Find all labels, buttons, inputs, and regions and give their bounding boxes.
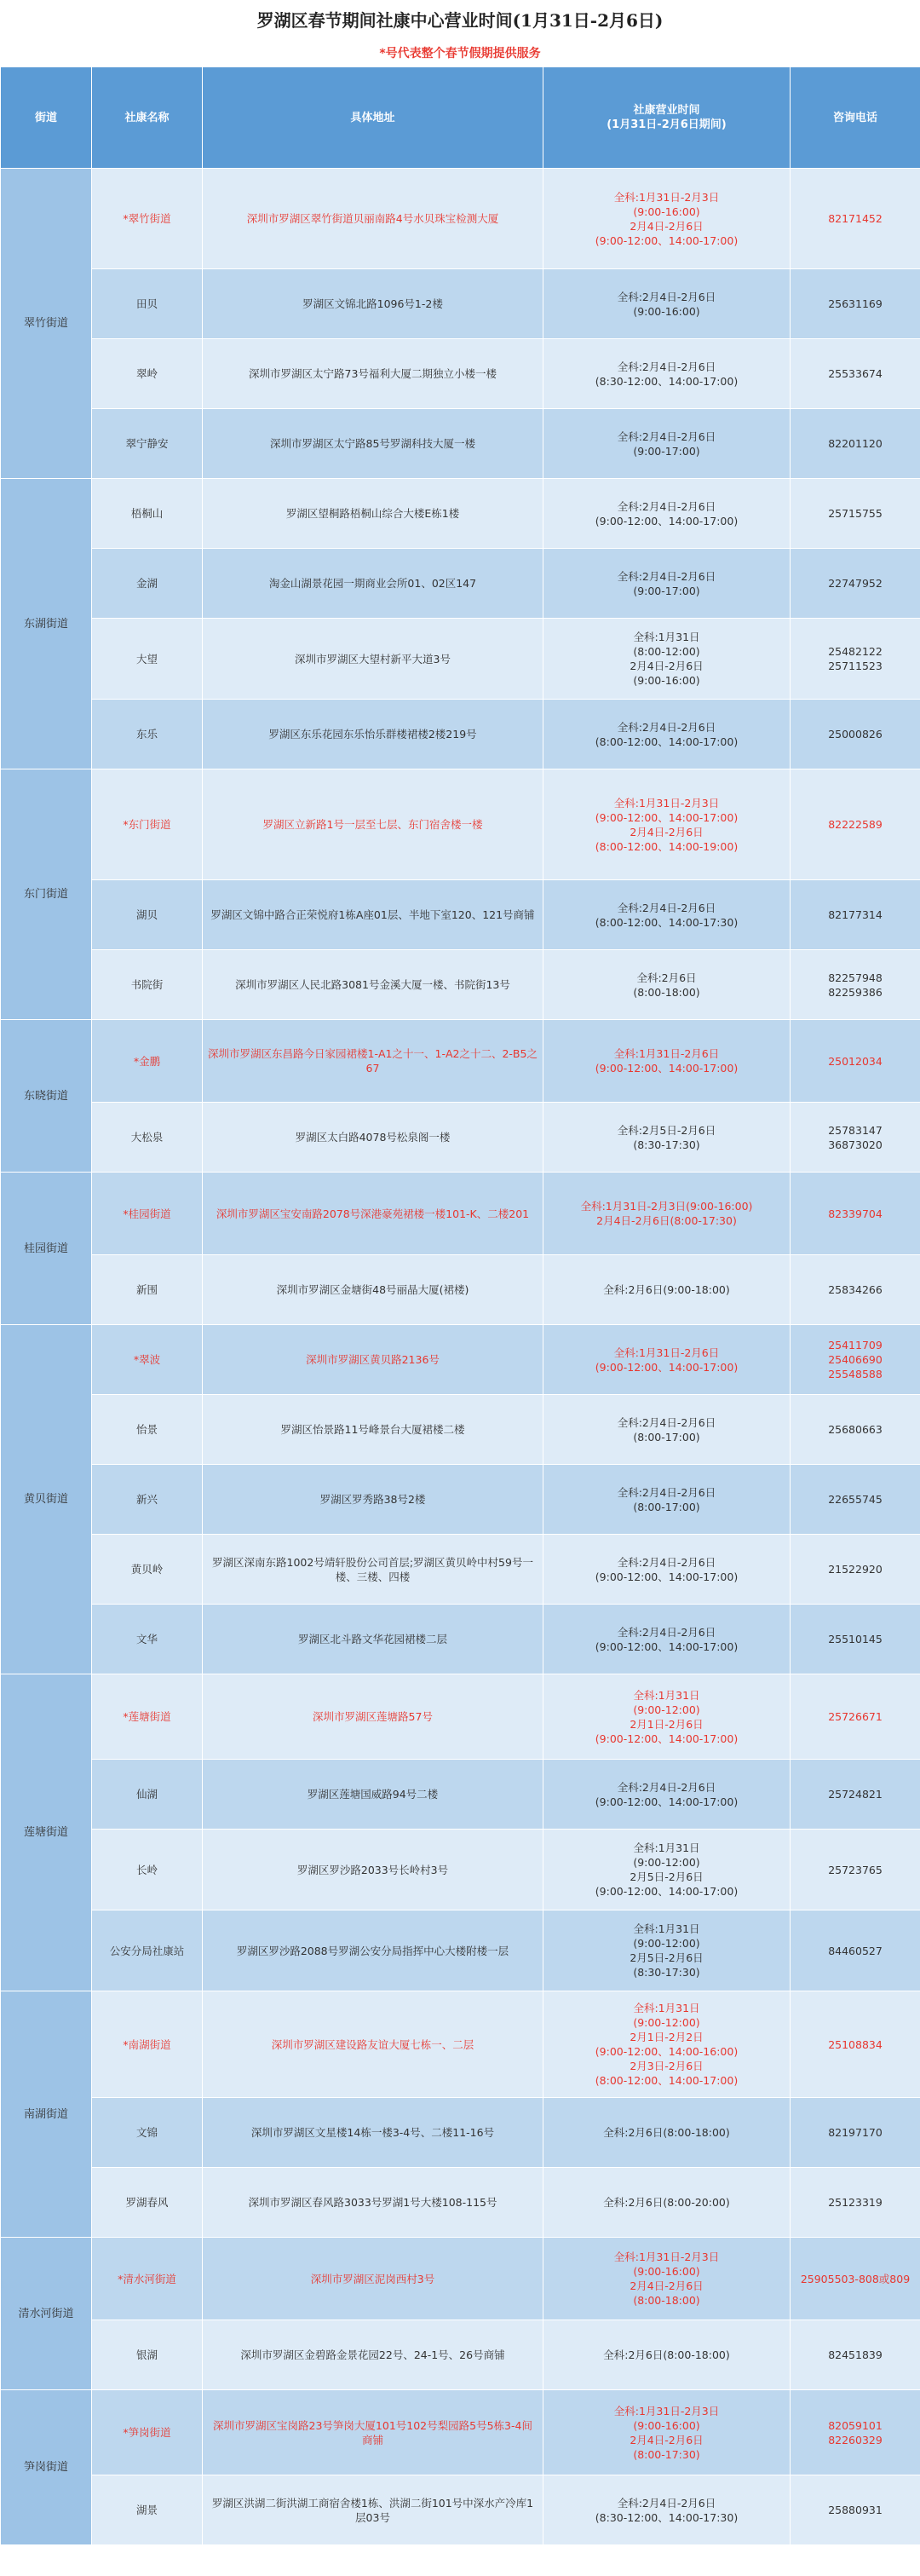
street-cell: 桂园街道 <box>1 1173 92 1325</box>
phone-number <box>791 479 920 549</box>
header-time <box>543 67 791 169</box>
hours-line: 全科:2月4日-2月6日 <box>617 1485 716 1499</box>
phone-number <box>791 880 920 950</box>
hours-line: (9:00-16:00) <box>633 2265 700 2278</box>
opening-hours <box>543 2168 791 2238</box>
hours-line: (9:00-17:00) <box>633 444 700 458</box>
clinic-address: 深圳市罗湖区金碧路金景花园22号、24-1号、26号商铺 <box>203 2320 543 2390</box>
opening-hours <box>543 339 791 409</box>
table-body <box>1 169 920 2545</box>
hours-line: (9:00-12:00、14:00-17:00) <box>595 1360 739 1374</box>
hours-line: 2月4日-2月6日 <box>630 825 704 838</box>
phone-number <box>791 549 920 619</box>
hours-line: 全科:1月31日 <box>633 1688 700 1702</box>
phone-line: 25108834 <box>828 2037 883 2051</box>
clinic-address: 深圳市罗湖区太宁路85号罗湖科技大厦一楼 <box>203 409 543 479</box>
phone-number <box>791 1395 920 1465</box>
opening-hours <box>543 1173 791 1255</box>
opening-hours <box>543 880 791 950</box>
hours-line: 全科:1月31日 <box>633 631 700 643</box>
phone-number <box>791 1830 920 1910</box>
street-cell: 南湖街道 <box>1 1991 92 2238</box>
opening-hours <box>543 1674 791 1760</box>
clinic-name: *金鹏 <box>92 1020 203 1103</box>
hours-line: (9:00-12:00、14:00-17:00) <box>595 1795 739 1808</box>
phone-line: 25123319 <box>828 2196 883 2209</box>
phone-number <box>791 1325 920 1395</box>
hours-line: (9:00-12:00、14:00-17:00) <box>595 1885 739 1898</box>
clinic-name: 银湖 <box>92 2320 203 2390</box>
table-row <box>1 409 920 479</box>
opening-hours <box>543 2390 791 2475</box>
phone-line: 25783147 <box>828 1123 883 1137</box>
phone-line: 25880931 <box>828 2504 883 2516</box>
clinic-address: 深圳市罗湖区大望村新平大道3号 <box>203 619 543 700</box>
table-row <box>1 2168 920 2238</box>
phone-line: 25482122 <box>828 645 883 658</box>
hours-line: 全科:2月5日-2月6日 <box>617 1123 716 1137</box>
phone-line: 84460527 <box>828 1944 883 1957</box>
hours-line: 全科:1月31日 <box>633 1922 700 1935</box>
hours-line: 全科:2月4日-2月6日 <box>617 499 716 513</box>
clinic-name: 金湖 <box>92 549 203 619</box>
street-cell: 笋岗街道 <box>1 2390 92 2545</box>
hours-line: (9:00-17:00) <box>633 584 700 597</box>
phone-number <box>791 1910 920 1991</box>
hours-line: (9:00-16:00) <box>633 674 700 687</box>
opening-hours <box>543 1830 791 1910</box>
phone-line: 25631169 <box>828 297 883 310</box>
phone-line: 82222589 <box>828 818 883 831</box>
hours-line: (9:00-12:00) <box>633 1703 700 1716</box>
phone-line: 82259386 <box>828 985 883 999</box>
table-row <box>1 950 920 1020</box>
phone-number <box>791 950 920 1020</box>
phone-line: 25715755 <box>828 507 883 520</box>
phone-line: 25726671 <box>828 1710 883 1723</box>
opening-hours <box>543 619 791 700</box>
clinic-address: 深圳市罗湖区黄贝路2136号 <box>203 1325 543 1395</box>
hours-line: 全科:1月31日-2月3日(9:00-16:00) <box>580 1200 753 1213</box>
clinic-name: *南湖街道 <box>92 1991 203 2098</box>
phone-number <box>791 2168 920 2238</box>
clinic-address: 深圳市罗湖区春风路3033号罗湖1号大楼108-115号 <box>203 2168 543 2238</box>
header-name: 社康名称 <box>92 67 203 169</box>
clinic-name: 田贝 <box>92 269 203 339</box>
clinic-name: 湖景 <box>92 2475 203 2545</box>
phone-number <box>791 1465 920 1535</box>
clinic-address: 深圳市罗湖区宝岗路23号笋岗大厦101号102号梨园路5号5栋3-4间商铺 <box>203 2390 543 2475</box>
table-row <box>1 1255 920 1325</box>
phone-number <box>791 409 920 479</box>
phone-line: 25510145 <box>828 1633 883 1645</box>
phone-number <box>791 1535 920 1605</box>
table-row <box>1 1103 920 1173</box>
table-row <box>1 619 920 700</box>
phone-line: 25905503-808或809 <box>800 2272 911 2285</box>
clinic-address: 深圳市罗湖区泥岗西村3号 <box>203 2238 543 2320</box>
hours-line: (9:00-16:00) <box>633 205 700 218</box>
phone-line: 25723765 <box>828 1863 883 1876</box>
hours-line: 全科:2月4日-2月6日 <box>617 1555 716 1569</box>
table-row <box>1 1830 920 1910</box>
phone-line: 25533674 <box>828 367 883 380</box>
phone-line: 82197170 <box>828 2126 883 2139</box>
opening-hours <box>543 700 791 769</box>
clinic-address: 罗湖区罗沙路2088号罗湖公安分局指挥中心大楼附楼一层 <box>203 1910 543 1991</box>
clinic-address: 深圳市罗湖区宝安南路2078号深港豪苑裙楼一楼101-K、二楼201 <box>203 1173 543 1255</box>
table-row <box>1 269 920 339</box>
phone-line: 25012034 <box>828 1054 883 1068</box>
clinic-address: 罗湖区深南东路1002号靖轩股份公司首层;罗湖区黄贝岭中村59号一楼、三楼、四楼 <box>203 1535 543 1605</box>
street-cell: 莲塘街道 <box>1 1674 92 1991</box>
phone-number <box>791 1991 920 2098</box>
clinic-address: 深圳市罗湖区太宁路73号福利大厦二期独立小楼一楼 <box>203 339 543 409</box>
hours-line: 全科:1月31日 <box>633 2002 700 2014</box>
phone-number <box>791 339 920 409</box>
opening-hours <box>543 1535 791 1605</box>
clinic-address: 深圳市罗湖区金塘街48号丽晶大厦(裙楼) <box>203 1255 543 1325</box>
phone-number <box>791 1760 920 1830</box>
clinic-address: 淘金山湖景花园一期商业会所01、02区147 <box>203 549 543 619</box>
phone-number <box>791 619 920 700</box>
hours-line: (9:00-16:00) <box>633 304 700 318</box>
hours-line: (8:00-18:00) <box>633 985 700 999</box>
clinic-address: 深圳市罗湖区莲塘路57号 <box>203 1674 543 1760</box>
opening-hours <box>543 269 791 339</box>
hours-line: 2月3日-2月6日 <box>630 2060 704 2072</box>
phone-line: 82339704 <box>828 1207 883 1220</box>
hours-line: 全科:2月4日-2月6日 <box>617 2496 716 2510</box>
hours-line: 全科:2月4日-2月6日 <box>617 360 716 373</box>
opening-hours <box>543 950 791 1020</box>
phone-number <box>791 769 920 880</box>
table-row <box>1 2475 920 2545</box>
hours-line: 全科:2月4日-2月6日 <box>617 1625 716 1639</box>
table-row <box>1 1173 920 1255</box>
clinic-address: 罗湖区洪湖二街洪湖工商宿舍楼1栋、洪湖二街101号中深水产冷库1层03号 <box>203 2475 543 2545</box>
phone-line: 25724821 <box>828 1788 883 1801</box>
header-street: 街道 <box>1 67 92 169</box>
table-row <box>1 1605 920 1674</box>
table-row <box>1 1020 920 1103</box>
hours-line: 全科:2月6日(8:00-18:00) <box>603 2348 730 2361</box>
street-cell: 翠竹街道 <box>1 169 92 479</box>
table-row <box>1 1674 920 1760</box>
street-cell: 东门街道 <box>1 769 92 1020</box>
opening-hours <box>543 1991 791 2098</box>
clinic-address: 罗湖区太白路4078号松泉阁一楼 <box>203 1103 543 1173</box>
opening-hours <box>543 2320 791 2390</box>
hours-line: 全科:2月6日(8:00-20:00) <box>603 2196 730 2209</box>
table-row <box>1 2098 920 2168</box>
clinic-name: *翠竹街道 <box>92 169 203 269</box>
phone-number <box>791 1674 920 1760</box>
clinic-name: 东乐 <box>92 700 203 769</box>
clinic-name: 大望 <box>92 619 203 700</box>
table-row <box>1 1465 920 1535</box>
phone-line: 82059101 <box>828 2418 883 2432</box>
clinic-name: 翠宁静安 <box>92 409 203 479</box>
phone-line: 36873020 <box>828 1138 883 1151</box>
hours-line: 全科:1月31日-2月3日 <box>613 2404 720 2418</box>
hours-line: 全科:2月6日(9:00-18:00) <box>603 1283 730 1296</box>
clinic-address: 罗湖区莲塘国威路94号二楼 <box>203 1760 543 1830</box>
hours-line: (9:00-12:00、14:00-17:00) <box>595 233 739 247</box>
table-row <box>1 169 920 269</box>
phone-line: 82257948 <box>828 971 883 984</box>
phone-number <box>791 2098 920 2168</box>
hours-line: (9:00-12:00、14:00-17:00) <box>595 1062 739 1075</box>
hours-line: 2月4日-2月6日(8:00-17:30) <box>596 1214 737 1227</box>
clinic-address: 罗湖区罗沙路2033号长岭村3号 <box>203 1830 543 1910</box>
hours-line: 全科:2月4日-2月6日 <box>617 1415 716 1429</box>
phone-line: 25711523 <box>828 660 883 672</box>
clinic-address: 深圳市罗湖区人民北路3081号金溪大厦一楼、书院街13号 <box>203 950 543 1020</box>
opening-hours <box>543 1395 791 1465</box>
phone-number <box>791 2238 920 2320</box>
phone-line: 82177314 <box>828 908 883 921</box>
phone-line: 82451839 <box>828 2348 883 2361</box>
clinic-address: 深圳市罗湖区翠竹街道贝丽南路4号水贝珠宝检测大厦 <box>203 169 543 269</box>
clinic-name: *东门街道 <box>92 769 203 880</box>
clinic-name: 翠岭 <box>92 339 203 409</box>
clinic-address: 深圳市罗湖区建设路友谊大厦七栋一、二层 <box>203 1991 543 2098</box>
opening-hours <box>543 1910 791 1991</box>
phone-line: 22747952 <box>828 577 883 590</box>
hours-line: 全科:2月4日-2月6日 <box>617 569 716 583</box>
phone-number <box>791 1605 920 1674</box>
hours-line: (8:00-12:00) <box>633 645 700 658</box>
clinic-name: 公安分局社康站 <box>92 1910 203 1991</box>
page-subtitle: *号代表整个春节假期提供服务 <box>379 47 541 61</box>
hours-line: 全科:1月31日-2月3日 <box>613 190 720 204</box>
hours-line: (8:00-12:00、14:00-17:30) <box>595 915 739 929</box>
opening-hours <box>543 1255 791 1325</box>
clinic-address: 罗湖区望桐路梧桐山综合大楼E栋1楼 <box>203 479 543 549</box>
phone-number <box>791 2475 920 2545</box>
hours-line: (9:00-12:00、14:00-16:00) <box>595 2045 739 2058</box>
phone-number <box>791 269 920 339</box>
clinic-name: 文华 <box>92 1605 203 1674</box>
clinic-name: *桂园街道 <box>92 1173 203 1255</box>
hours-line: 2月4日-2月6日 <box>630 2433 704 2446</box>
clinic-address: 深圳市罗湖区文星楼14栋一楼3-4号、二楼11-16号 <box>203 2098 543 2168</box>
clinic-name: 仙湖 <box>92 1760 203 1830</box>
hours-line: 全科:1月31日 <box>633 1841 700 1854</box>
hours-line: 全科:1月31日-2月6日 <box>613 1047 720 1060</box>
hours-line: 2月1日-2月2日 <box>630 2031 704 2043</box>
hours-line: (9:00-12:00、14:00-17:00) <box>595 1570 739 1583</box>
clinic-address: 罗湖区罗秀路38号2楼 <box>203 1465 543 1535</box>
clinic-name: 新兴 <box>92 1465 203 1535</box>
phone-line: 25406690 <box>828 1353 883 1366</box>
table-row <box>1 769 920 880</box>
hours-line: (8:30-12:00、14:00-17:00) <box>595 374 739 388</box>
clinic-name: 大松泉 <box>92 1103 203 1173</box>
phone-number <box>791 1020 920 1103</box>
clinic-name: 文锦 <box>92 2098 203 2168</box>
opening-hours <box>543 169 791 269</box>
street-cell: 清水河街道 <box>1 2238 92 2390</box>
clinic-name: 怡景 <box>92 1395 203 1465</box>
phone-line: 25411709 <box>828 1339 883 1351</box>
hours-line: 2月5日-2月6日 <box>630 1870 704 1883</box>
clinic-address: 罗湖区北斗路文华花园裙楼二层 <box>203 1605 543 1674</box>
page-title: 罗湖区春节期间社康中心营业时间(1月31日-2月6日) <box>256 10 664 31</box>
phone-line: 21522920 <box>828 1563 883 1576</box>
hours-line: 全科:2月4日-2月6日 <box>617 901 716 914</box>
clinic-name: 黄贝岭 <box>92 1535 203 1605</box>
header-time-line2: (1月31日-2月6日期间) <box>607 118 727 131</box>
hours-line: (8:30-12:00、14:00-17:30) <box>595 2510 739 2524</box>
table-row <box>1 339 920 409</box>
phone-line: 25548588 <box>828 1368 883 1380</box>
hours-line: (9:00-12:00、14:00-17:00) <box>595 1732 739 1745</box>
table-row <box>1 1395 920 1465</box>
table-row <box>1 700 920 769</box>
hours-line: (8:30-17:30) <box>633 1966 700 1979</box>
hours-line: (8:00-12:00、14:00-19:00) <box>595 839 739 853</box>
hours-line: (9:00-12:00) <box>633 1937 700 1950</box>
hours-line: (8:00-17:00) <box>633 1430 700 1444</box>
clinic-name: 书院街 <box>92 950 203 1020</box>
hours-line: (9:00-12:00、14:00-17:00) <box>595 1640 739 1653</box>
hours-line: (8:00-17:30) <box>633 2447 700 2461</box>
street-cell: 东湖街道 <box>1 479 92 769</box>
clinic-address: 罗湖区文锦中路合正荣悦府1栋A座01层、半地下室120、121号商铺 <box>203 880 543 950</box>
table-row <box>1 479 920 549</box>
hours-line: (9:00-12:00、14:00-17:00) <box>595 514 739 527</box>
clinic-address: 罗湖区东乐花园东乐怡乐群楼裙楼2楼219号 <box>203 700 543 769</box>
phone-number <box>791 169 920 269</box>
hours-line: 2月5日-2月6日 <box>630 1951 704 1964</box>
hours-line: 全科:2月6日(8:00-18:00) <box>603 2126 730 2139</box>
opening-hours <box>543 2098 791 2168</box>
header-time-line1: 社康营业时间 <box>633 104 700 117</box>
phone-number <box>791 1255 920 1325</box>
clinic-name: *莲塘街道 <box>92 1674 203 1760</box>
hours-line: (8:00-12:00、14:00-17:00) <box>595 735 739 748</box>
street-cell: 黄贝街道 <box>1 1325 92 1674</box>
hours-line: 2月4日-2月6日 <box>630 660 704 672</box>
table-header-row <box>1 67 920 169</box>
table-row <box>1 2320 920 2390</box>
table-row <box>1 1991 920 2098</box>
phone-line: 25834266 <box>828 1283 883 1296</box>
phone-number <box>791 2390 920 2475</box>
phone-line: 22655745 <box>828 1493 883 1506</box>
opening-hours <box>543 769 791 880</box>
opening-hours <box>543 1020 791 1103</box>
phone-line: 82201120 <box>828 437 883 450</box>
clinic-name: 罗湖春风 <box>92 2168 203 2238</box>
phone-line: 82260329 <box>828 2433 883 2446</box>
opening-hours <box>543 409 791 479</box>
opening-hours <box>543 1103 791 1173</box>
street-cell: 东晓街道 <box>1 1020 92 1173</box>
table-row <box>1 880 920 950</box>
hours-line: (9:00-12:00、14:00-17:00) <box>595 810 739 824</box>
phone-number <box>791 2320 920 2390</box>
clinic-name: *清水河街道 <box>92 2238 203 2320</box>
hours-line: (9:00-12:00) <box>633 1856 700 1869</box>
clinic-name: 湖贝 <box>92 880 203 950</box>
phone-line: 82171452 <box>828 212 883 225</box>
hours-line: 全科:1月31日-2月6日 <box>613 1346 720 1359</box>
clinic-name: 新围 <box>92 1255 203 1325</box>
table-row <box>1 1325 920 1395</box>
hours-line: 全科:2月6日 <box>636 971 697 984</box>
hours-line: 全科:1月31日-2月3日 <box>613 2250 720 2263</box>
opening-hours <box>543 1465 791 1535</box>
table-row <box>1 2238 920 2320</box>
header-phone: 咨询电话 <box>791 67 920 169</box>
header-address: 具体地址 <box>203 67 543 169</box>
clinic-name: *笋岗街道 <box>92 2390 203 2475</box>
opening-hours <box>543 549 791 619</box>
opening-hours <box>543 479 791 549</box>
hours-line: 全科:2月4日-2月6日 <box>617 1780 716 1794</box>
phone-number <box>791 1173 920 1255</box>
hours-line: 2月4日-2月6日 <box>630 2279 704 2292</box>
table-row <box>1 549 920 619</box>
hours-line: 全科:2月4日-2月6日 <box>617 720 716 734</box>
hours-line: (8:00-12:00、14:00-17:00) <box>595 2074 739 2087</box>
hours-line: 全科:2月4日-2月6日 <box>617 290 716 303</box>
clinic-name: 梧桐山 <box>92 479 203 549</box>
schedule-table <box>0 66 920 2545</box>
table-row <box>1 2390 920 2475</box>
clinic-name: 长岭 <box>92 1830 203 1910</box>
hours-line: (8:30-17:30) <box>633 1138 700 1151</box>
opening-hours <box>543 2475 791 2545</box>
clinic-address: 罗湖区文锦北路1096号1-2楼 <box>203 269 543 339</box>
hours-line: (8:00-18:00) <box>633 2294 700 2307</box>
phone-number <box>791 700 920 769</box>
hours-line: 全科:2月4日-2月6日 <box>617 429 716 443</box>
clinic-address: 罗湖区怡景路11号峰景台大厦裙楼二楼 <box>203 1395 543 1465</box>
table-row <box>1 1535 920 1605</box>
opening-hours <box>543 1325 791 1395</box>
hours-line: (9:00-12:00) <box>633 2016 700 2029</box>
phone-number <box>791 1103 920 1173</box>
clinic-address: 深圳市罗湖区东昌路今日家园裙楼1-A1之十一、1-A2之十二、2-B5之67 <box>203 1020 543 1103</box>
phone-line: 25680663 <box>828 1423 883 1436</box>
opening-hours <box>543 2238 791 2320</box>
hours-line: 2月1日-2月6日 <box>630 1717 704 1731</box>
clinic-address: 罗湖区立新路1号一层至七层、东门宿舍楼一楼 <box>203 769 543 880</box>
opening-hours <box>543 1605 791 1674</box>
hours-line: (8:00-17:00) <box>633 1500 700 1513</box>
hours-line: 全科:1月31日-2月3日 <box>613 796 720 810</box>
hours-line: (9:00-16:00) <box>633 2418 700 2432</box>
opening-hours <box>543 1760 791 1830</box>
phone-line: 25000826 <box>828 728 883 741</box>
clinic-name: *翠波 <box>92 1325 203 1395</box>
table-row <box>1 1760 920 1830</box>
table-row <box>1 1910 920 1991</box>
hours-line: 2月4日-2月6日 <box>630 219 704 233</box>
